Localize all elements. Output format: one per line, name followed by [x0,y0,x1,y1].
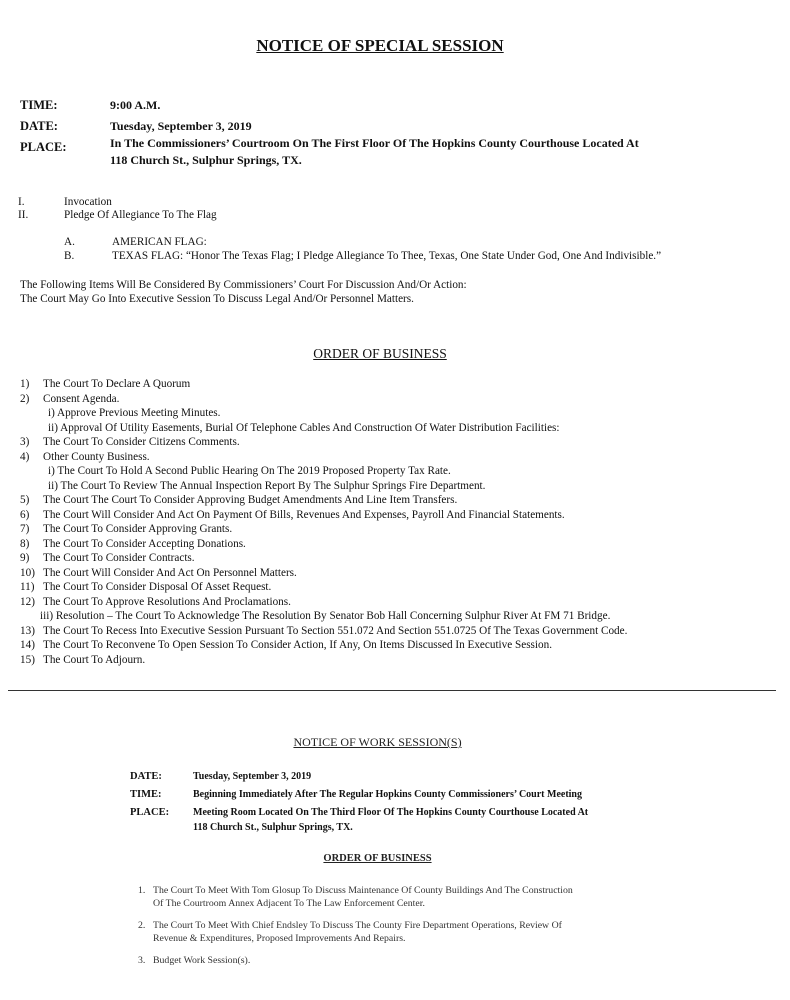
date-label: DATE: [20,119,58,133]
business-item-number: 8) [20,537,30,550]
business-subitem-text: ii) Approval Of Utility Easements, Burial Of Telephone Cables And Construction Of Water Distribution Facilities: [48,421,560,434]
work-session-title: NOTICE OF WORK SESSION(S) [293,735,462,749]
opening-item-number: I. [18,196,25,208]
place-line-1: In The Commissioners’ Courtroom On The First Floor Of The Hopkins County Courthouse Located At [110,136,639,150]
opening-item-text: Pledge Of Allegiance To The Flag [64,209,217,221]
flag-text: AMERICAN FLAG: [112,236,207,248]
business-item-text: Other County Business. [43,450,150,463]
business-item-number: 7) [20,523,30,535]
business-subitem-text: i) The Court To Hold A Second Public Hearing On The 2019 Proposed Property Tax Rate. [48,465,451,477]
business-subitem-text: i) Approve Previous Meeting Minutes. [48,407,221,419]
ws-item-line-1: Budget Work Session(s). [153,955,251,966]
business-item-number: 10) [20,566,35,579]
business-item-text: The Court To Adjourn. [43,653,146,666]
statement-line-2: The Court May Go Into Executive Session To Discuss Legal And/Or Personnel Matters. [20,293,414,305]
ws-date-value: Tuesday, September 3, 2019 [193,771,312,782]
date-value: Tuesday, September 3, 2019 [110,119,252,133]
ws-item-number: 2. [138,920,146,931]
business-item-number: 4) [20,450,30,463]
ws-time-value: Beginning Immediately After The Regular Hopkins County Commissioners’ Court Meeting [193,789,582,800]
business-item-text: Consent Agenda. [43,392,120,405]
business-item-number: 14) [20,639,35,651]
statement-line-1: The Following Items Will Be Considered By Commissioners’ Court For Discussion And/Or Action: [20,279,467,291]
ws-place-label: PLACE: [130,807,170,818]
business-item-number: 13) [20,624,35,637]
ws-place-line-2: 118 Church St., Sulphur Springs, TX. [193,822,353,833]
business-item-text: The Court To Consider Accepting Donations. [43,537,246,550]
order-of-business-heading: ORDER OF BUSINESS [313,346,447,361]
business-subitem-text: iii) Resolution – The Court To Acknowledge The Resolution By Senator Bob Hall Concerning Sulphur River At FM 71 Bridge. [40,610,611,622]
ws-order-heading: ORDER OF BUSINESS [323,853,432,864]
business-item-number: 5) [20,494,30,506]
business-item-number: 3) [20,436,30,448]
ws-item-line-1: The Court To Meet With Tom Glosup To Discuss Maintenance Of County Buildings And The Construction [153,885,573,896]
business-item-text: The Court To Consider Disposal Of Asset Request. [43,581,272,593]
business-item-number: 12) [20,595,35,608]
business-item-number: 11) [20,581,35,593]
document-title: NOTICE OF SPECIAL SESSION [256,36,504,55]
opening-item-number: II. [18,209,29,221]
ws-item-line-1: The Court To Meet With Chief Endsley To Discuss The County Fire Department Operations, Review Of [153,920,562,931]
business-item-text: The Court The Court To Consider Approving Budget Amendments And Line Item Transfers. [43,494,458,506]
business-item-text: The Court To Approve Resolutions And Proclamations. [43,595,291,608]
business-item-text: The Court Will Consider And Act On Payment Of Bills, Revenues And Expenses, Payroll And Financial Statements. [43,508,565,521]
business-item-number: 6) [20,508,30,521]
ws-place-line-1: Meeting Room Located On The Third Floor Of The Hopkins County Courthouse Located At [193,807,589,818]
business-item-text: The Court To Consider Citizens Comments. [43,436,240,448]
business-item-text: The Court To Reconvene To Open Session To Consider Action, If Any, On Items Discussed In Executive Session. [43,639,552,651]
opening-item-text: Invocation [64,196,112,208]
place-label: PLACE: [20,140,67,154]
business-item-number: 15) [20,653,35,666]
business-subitem-text: ii) The Court To Review The Annual Inspection Report By The Sulphur Springs Fire Department. [48,479,486,492]
time-value: 9:00 A.M. [110,98,161,112]
ws-item-line-2: Revenue & Expenditures, Proposed Improvements And Repairs. [153,933,406,944]
ws-date-label: DATE: [130,771,162,782]
business-item-text: The Court To Declare A Quorum [43,378,191,390]
business-item-text: The Court To Recess Into Executive Session Pursuant To Section 551.072 And Section 551.0725 Of The Texas Government Code. [43,624,628,637]
business-item-text: The Court To Consider Approving Grants. [43,523,233,535]
flag-letter: A. [64,236,75,248]
business-item-text: The Court To Consider Contracts. [43,552,195,564]
flag-letter: B. [64,250,75,262]
ws-time-label: TIME: [130,789,162,800]
business-item-text: The Court Will Consider And Act On Personnel Matters. [43,566,297,579]
business-item-number: 1) [20,378,30,390]
place-line-2: 118 Church St., Sulphur Springs, TX. [110,153,302,167]
business-item-number: 9) [20,552,30,564]
ws-item-number: 3. [138,955,146,966]
ws-item-number: 1. [138,885,146,896]
time-label: TIME: [20,98,58,112]
section-divider [8,690,776,691]
flag-text: TEXAS FLAG: “Honor The Texas Flag; I Pledge Allegiance To Thee, Texas, One State Under God, One And Indivisible.” [112,250,662,262]
ws-item-line-2: Of The Courtroom Annex Adjacent To The Law Enforcement Center. [153,898,425,909]
business-item-number: 2) [20,392,30,405]
